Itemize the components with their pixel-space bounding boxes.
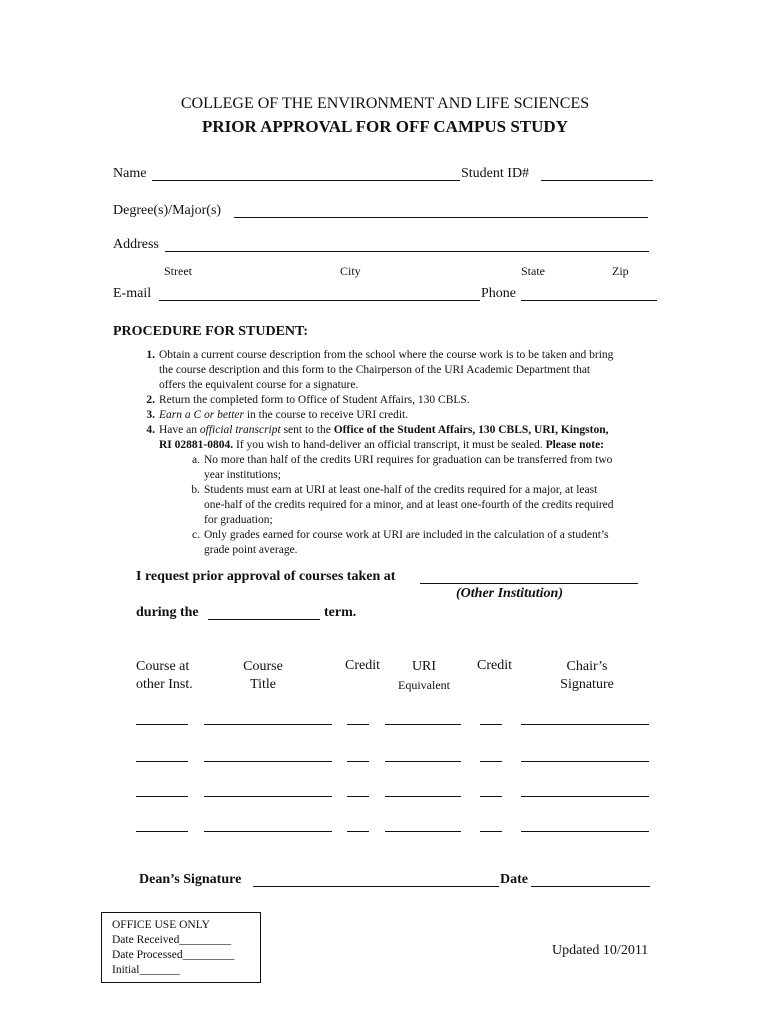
- uri-credit-field[interactable]: [480, 831, 502, 832]
- other-institution-field[interactable]: [420, 583, 638, 584]
- email-field[interactable]: [159, 300, 480, 301]
- procedure-step-2: 2. Return the completed form to Office of Student Affairs, 130 CBLS.: [146, 394, 470, 406]
- zip-label: Zip: [612, 264, 629, 278]
- header-uri-equivalent: URI Equivalent: [398, 659, 450, 692]
- note-a: a. No more than half of the credits URI requires for graduation can be transferred from two year institutions;: [192, 454, 613, 481]
- uri-equivalent-field[interactable]: [385, 796, 461, 797]
- procedure-list: [146, 348, 659, 558]
- dean-signature-label: Dean’s Signature: [139, 872, 242, 887]
- city-label: City: [340, 264, 361, 278]
- student-id-label: Student ID#: [461, 166, 530, 181]
- course-title-field[interactable]: [204, 724, 332, 725]
- college-name: COLLEGE OF THE ENVIRONMENT AND LIFE SCIENCES: [180, 95, 590, 112]
- note-b: b. Students must earn at URI at least one-half of the credits required for a major, at least one-half of the credits required for a minor, and at least one-fourth of the credits required for graduation;: [191, 484, 614, 526]
- date-processed: Date Processed_________: [112, 949, 235, 961]
- header-chair-signature: Chair’s Signature: [560, 659, 614, 692]
- header-credit-2: Credit: [477, 658, 512, 673]
- name-field[interactable]: [152, 180, 460, 181]
- course-title-field[interactable]: [204, 761, 332, 762]
- header-course-title: Course Title: [243, 659, 283, 692]
- course-title-field[interactable]: [204, 796, 332, 797]
- uri-equivalent-field[interactable]: [385, 724, 461, 725]
- uri-equivalent-field[interactable]: [385, 761, 461, 762]
- uri-credit-field[interactable]: [480, 761, 502, 762]
- chair-signature-field[interactable]: [521, 761, 649, 762]
- term-label: term.: [324, 605, 357, 620]
- header-course-other-inst: Course at other Inst.: [136, 659, 193, 692]
- credit-field[interactable]: [347, 831, 369, 832]
- updated-date: Updated 10/2011: [552, 943, 649, 958]
- course-other-inst-field[interactable]: [136, 796, 188, 797]
- course-title-field[interactable]: [204, 831, 332, 832]
- uri-credit-field[interactable]: [480, 796, 502, 797]
- street-label: Street: [164, 264, 192, 278]
- form-title: PRIOR APPROVAL FOR OFF CAMPUS STUDY: [202, 117, 568, 136]
- name-label: Name: [113, 166, 147, 181]
- header-credit: Credit: [345, 658, 380, 673]
- term-field[interactable]: [208, 619, 320, 620]
- procedure-step-4: 4. Have an official transcript sent to the Office of the Student Affairs, 130 CBLS, URI, Kingston, RI 02881-0804. If you wish to hand-deliver an official transcript, it must be sealed. Please note: a. No more than half of the credits URI requires for graduation can be transferred from two year institutions; b. Students must earn at URI at least one-half of the credits required for a major, at least one-half of the credits required for a minor, and at least one-fourth of the credits required for graduation; c. Only grades earned for course work at URI are included in the calculation of a student’s grade point average.: [159, 423, 659, 558]
- course-other-inst-field[interactable]: [136, 724, 188, 725]
- office-use-title: OFFICE USE ONLY: [112, 919, 210, 931]
- date-received: Date Received_________: [112, 934, 232, 946]
- uri-equivalent-field[interactable]: [385, 831, 461, 832]
- uri-credit-field[interactable]: [480, 724, 502, 725]
- phone-label: Phone: [481, 286, 516, 301]
- chair-signature-field[interactable]: [521, 724, 649, 725]
- phone-field[interactable]: [521, 300, 657, 301]
- student-id-field[interactable]: [541, 180, 653, 181]
- course-other-inst-field[interactable]: [136, 761, 188, 762]
- chair-signature-field[interactable]: [521, 831, 649, 832]
- state-label: State: [521, 264, 545, 278]
- dean-signature-field[interactable]: [253, 886, 499, 887]
- chair-signature-field[interactable]: [521, 796, 649, 797]
- course-other-inst-field[interactable]: [136, 831, 188, 832]
- date-label: Date: [500, 872, 528, 887]
- other-institution-label: (Other Institution): [456, 586, 563, 601]
- date-field[interactable]: [531, 886, 650, 887]
- address-field[interactable]: [165, 251, 649, 252]
- initial: Initial_______: [112, 964, 180, 976]
- during-label: during the: [136, 605, 199, 620]
- address-label: Address: [113, 237, 159, 252]
- procedure-heading: PROCEDURE FOR STUDENT:: [113, 324, 308, 339]
- credit-field[interactable]: [347, 724, 369, 725]
- degree-label: Degree(s)/Major(s): [113, 203, 222, 218]
- email-label: E-mail: [113, 286, 152, 301]
- credit-field[interactable]: [347, 761, 369, 762]
- degree-field[interactable]: [234, 217, 648, 218]
- credit-field[interactable]: [347, 796, 369, 797]
- note-c: c. Only grades earned for course work at URI are included in the calculation of a student’s grade point average.: [192, 529, 609, 556]
- procedure-step-3: 3. Earn a C or better in the course to receive URI credit.: [146, 409, 409, 421]
- request-text: I request prior approval of courses taken at: [136, 569, 396, 584]
- procedure-step-1: 1. Obtain a current course description from the school where the course work is to be taken and bring the course description and this form to the Chairperson of the URI Academic Department that offers the equivalent course for a signature.: [146, 349, 614, 391]
- office-use-box: [101, 912, 261, 983]
